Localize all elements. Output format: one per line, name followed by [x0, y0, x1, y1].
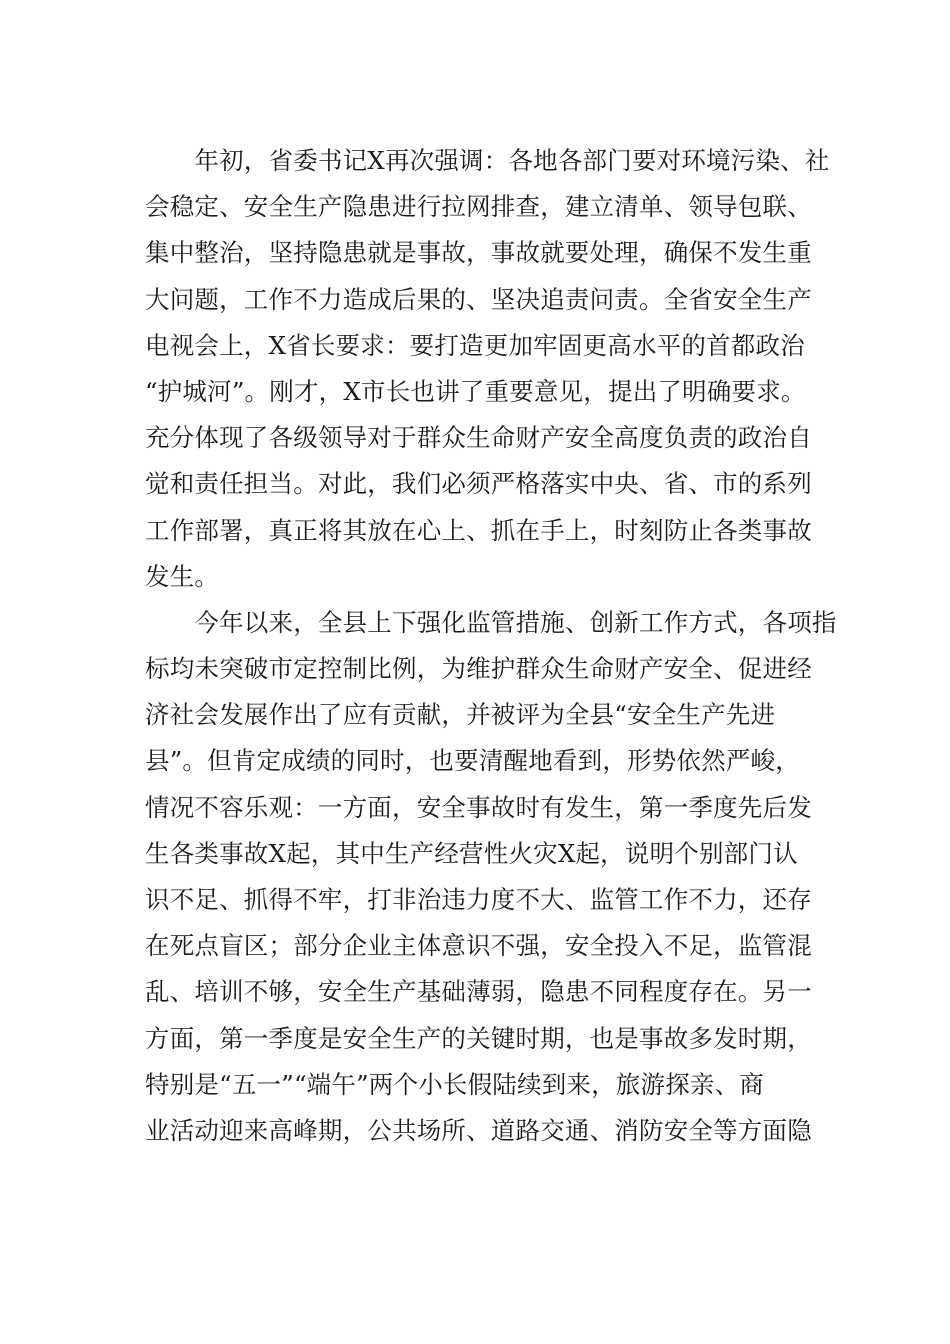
text-line: 电视会上，X省长要求：要打造更加牢固更高水平的首都政治 — [145, 330, 805, 360]
text-line: 生各类事故X起，其中生产经营性火灾X起，说明个别部门认 — [145, 838, 798, 868]
text-line: 特别是“五一”“端午”两个小长假陆续到来，旅游探亲、商 — [145, 1069, 764, 1099]
text-line: 在死点盲区；部分企业主体意识不强，安全投入不足，监管混 — [145, 931, 812, 961]
text-line: 情况不容乐观：一方面，安全事故时有发生，第一季度先后发 — [145, 792, 812, 822]
text-line: 县”。但肯定成绩的同时，也要清醒地看到，形势依然严峻， — [145, 746, 800, 776]
text-line: 工作部署，真正将其放在心上、抓在手上，时刻防止各类事故 — [145, 515, 812, 545]
text-line: 济社会发展作出了应有贡献，并被评为全县“安全生产先进 — [145, 700, 776, 730]
text-line: “护城河”。刚才，X市长也讲了重要意见，提出了明确要求。 — [145, 376, 806, 406]
paragraph-2 — [145, 600, 837, 1154]
text-line: 今年以来，全县上下强化监管措施、创新工作方式，各项指 — [145, 607, 837, 637]
text-line: 标均未突破市定控制比例，为维护群众生命财产安全、促进经 — [145, 654, 812, 684]
text-line: 充分体现了各级领导对于群众生命财产安全高度负责的政治自 — [145, 423, 812, 453]
text-line: 发生。 — [145, 561, 220, 591]
text-line: 乱、培训不够，安全生产基础薄弱，隐患不同程度存在。另一 — [145, 977, 812, 1007]
text-line: 年初，省委书记X再次强调：各地各部门要对环境污染、社 — [145, 146, 830, 175]
body-text — [145, 138, 837, 1154]
text-line: 大问题，工作不力造成后果的、坚决追责问责。全省安全生产 — [145, 284, 812, 314]
text-line: 识不足、抓得不牢，打非治违力度不大、监管工作不力，还存 — [145, 885, 812, 914]
text-line: 觉和责任担当。对此，我们必须严格落实中央、省、市的系列 — [145, 469, 812, 499]
text-line: 会稳定、安全生产隐患进行拉网排查，建立清单、领导包联、 — [145, 192, 812, 222]
paragraph-1 — [145, 138, 830, 600]
text-line: 集中整治，坚持隐患就是事故，事故就要处理，确保不发生重 — [145, 238, 812, 268]
text-line: 业活动迎来高峰期，公共场所、道路交通、消防安全等方面隐 — [145, 1115, 812, 1145]
text-line: 方面，第一季度是安全生产的关键时期，也是事故多发时期， — [145, 1023, 812, 1053]
